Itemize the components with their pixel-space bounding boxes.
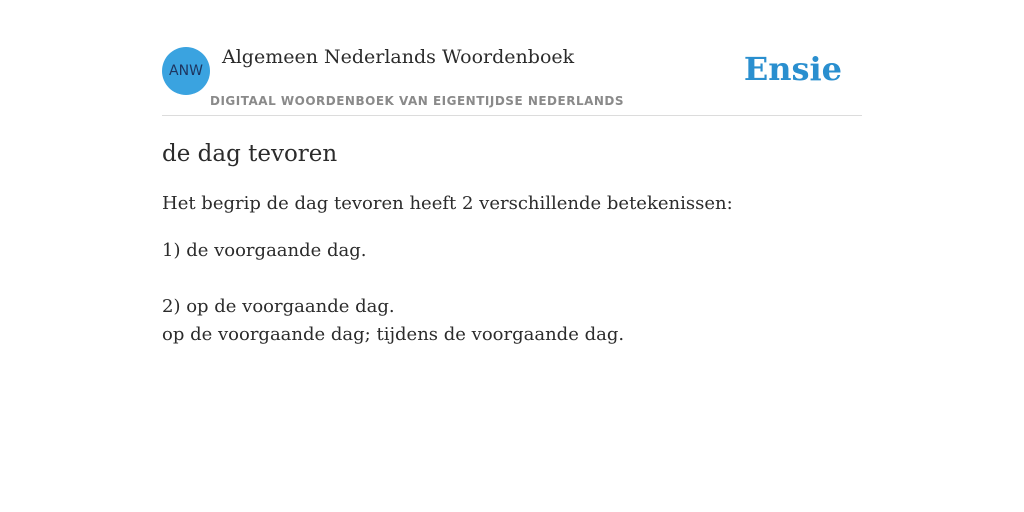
site-subtitle: DIGITAAL WOORDENBOEK VAN EIGENTIJDSE NEDERLANDS: [210, 94, 625, 108]
meaning-2: [162, 293, 862, 349]
site-title[interactable]: Algemeen Nederlands Woordenboek: [222, 46, 575, 68]
ensie-brand-link[interactable]: Ensie: [743, 50, 842, 88]
anw-logo[interactable]: [162, 47, 210, 95]
meaning-2-explanation: op de voorgaande dag; tijdens de voorgaande dag.: [162, 324, 625, 345]
page: [162, 0, 862, 349]
logo-text: ANW: [169, 63, 203, 79]
site-header: [162, 0, 862, 116]
meaning-2-line: 2) op de voorgaande dag.: [162, 296, 395, 317]
meaning-1: [162, 237, 862, 265]
meaning-1-line: 1) de voorgaande dag.: [162, 240, 367, 261]
entry-intro: Het begrip de dag tevoren heeft 2 verschillende betekenissen:: [162, 193, 733, 214]
entry-term: de dag tevoren: [162, 141, 338, 167]
